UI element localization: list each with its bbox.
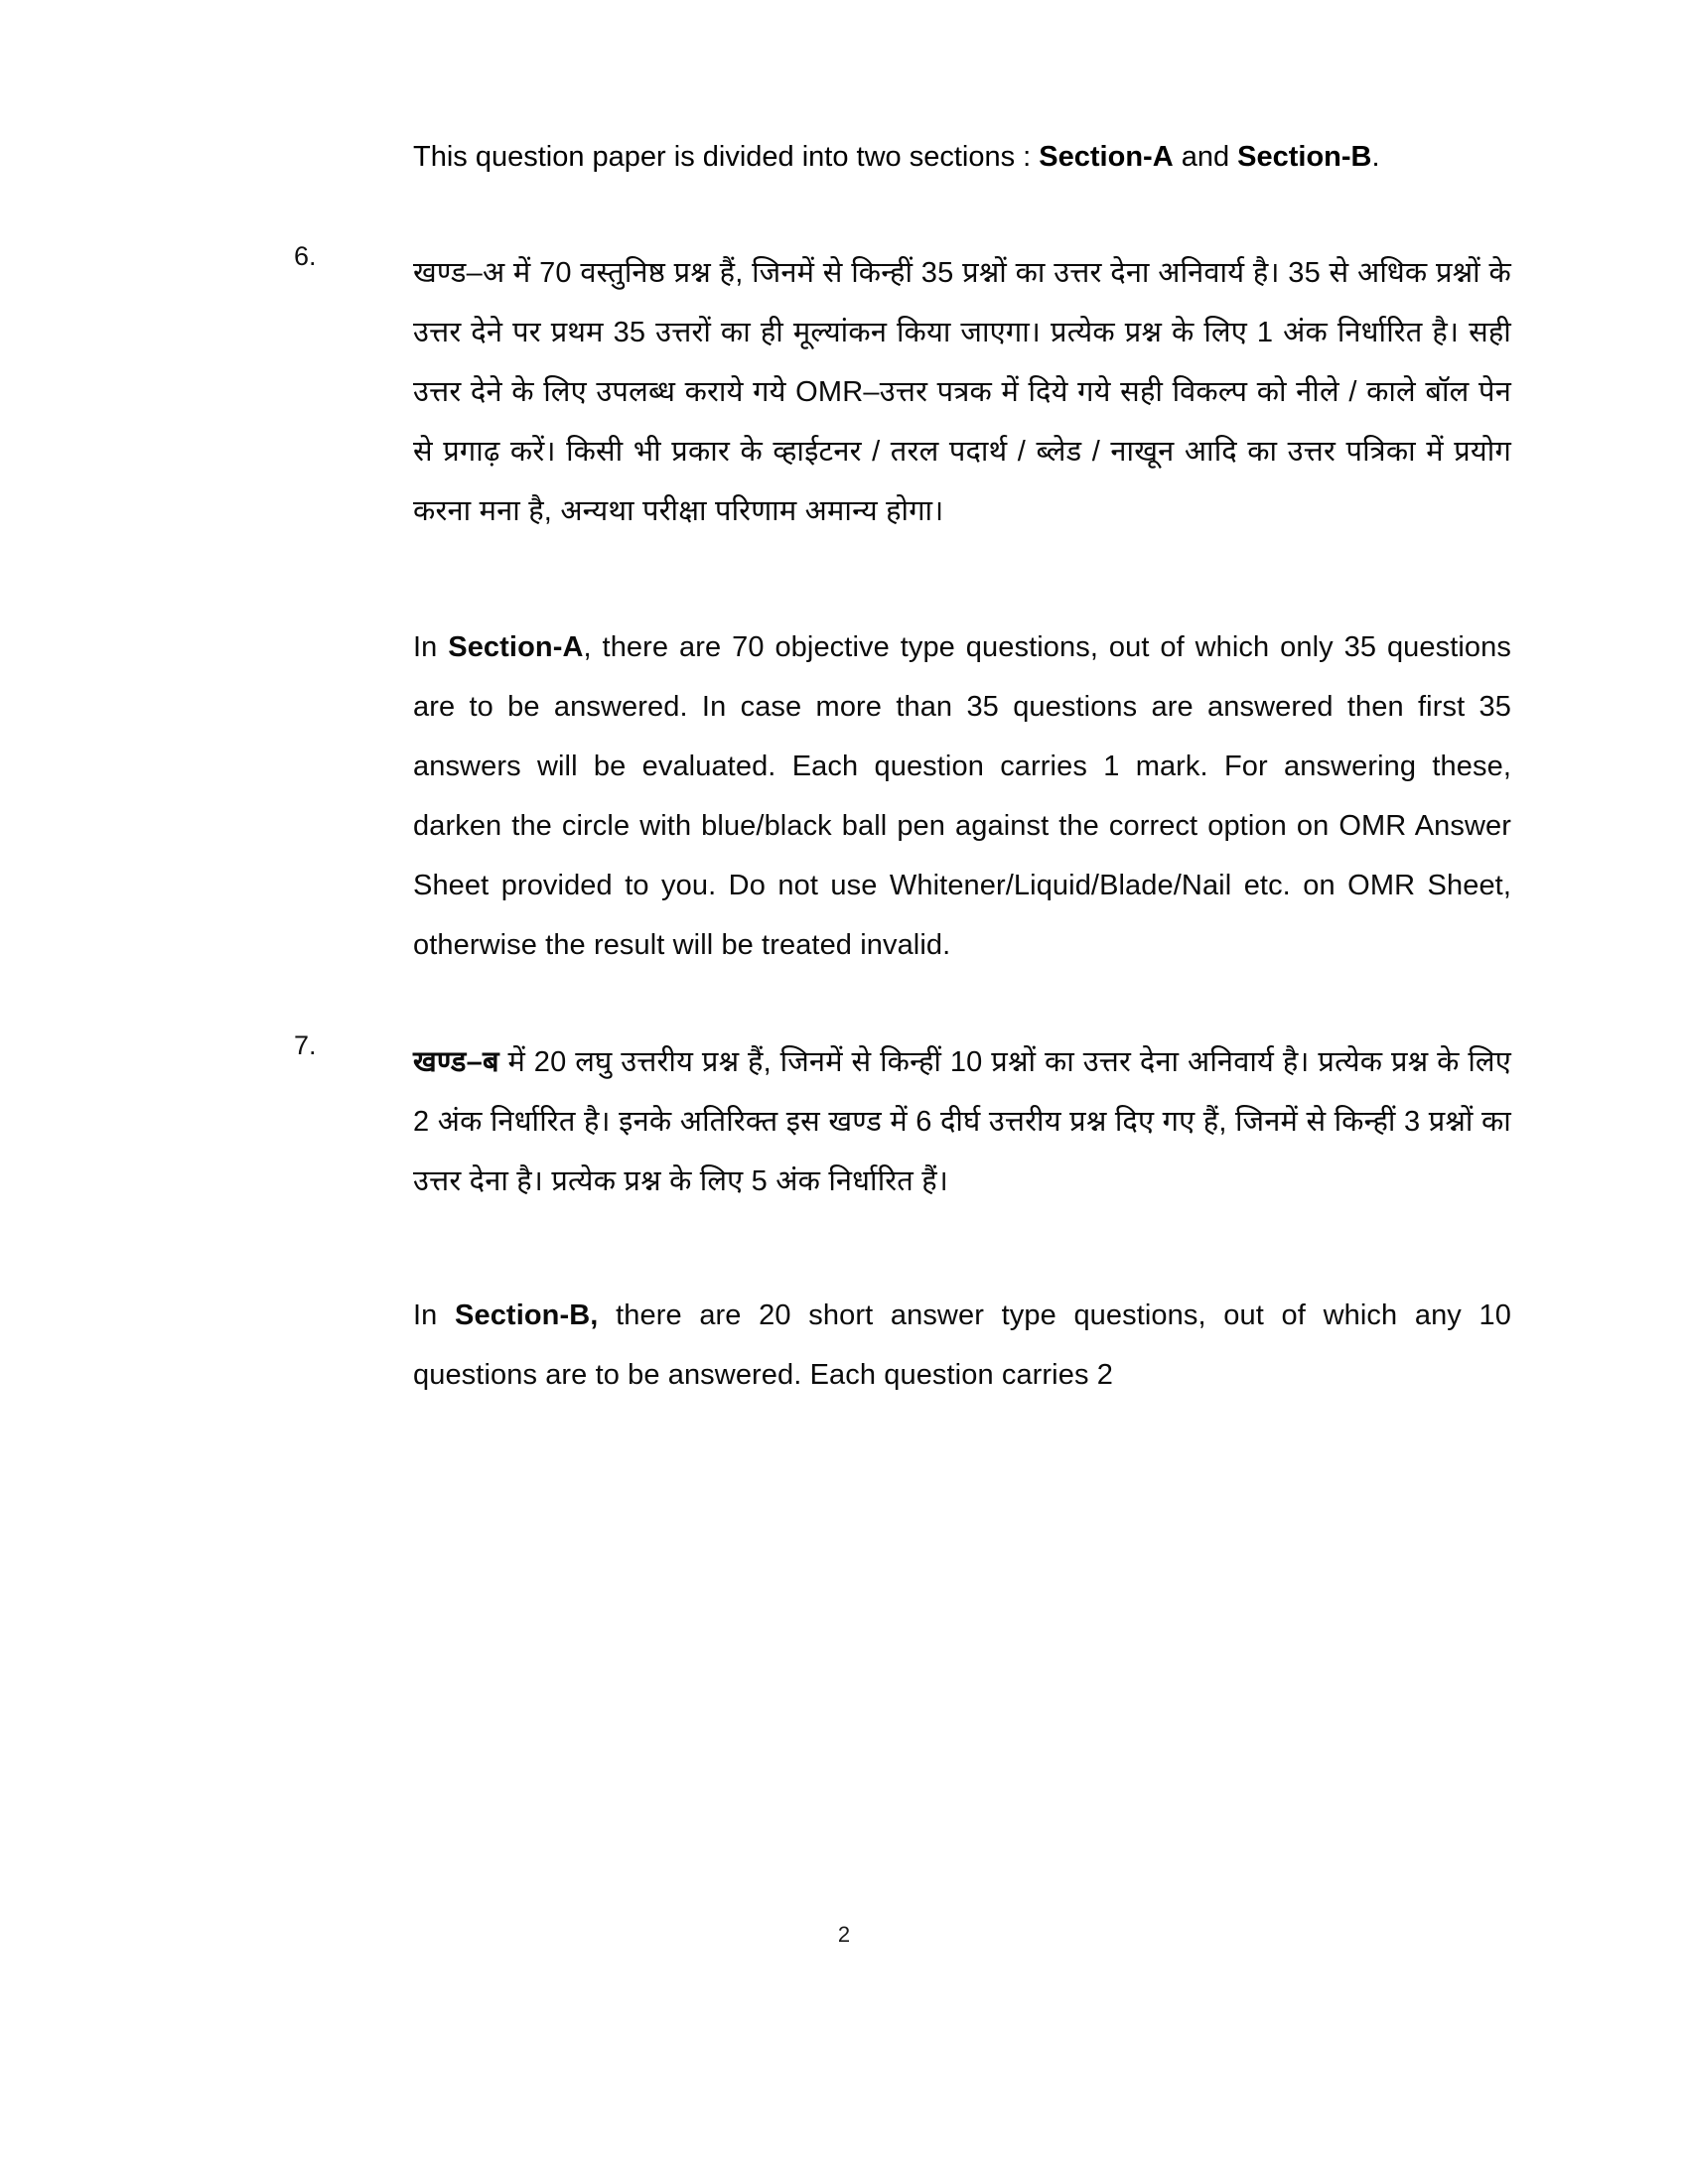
instruction-item-7 (0, 1032, 1688, 1211)
item-7-hindi-rest: में 20 लघु उत्तरीय प्रश्न हैं, जिनमें से किन्हीं 10 प्रश्नों का उत्तर देना अनिवार्य है। प्रत्येक प्रश्न के लिए 2 अंक निर्धारित है। इनके अतिरिक्त इस खण्ड में 6 दीर्घ उत्तरीय प्रश्न दिए गए हैं, जिनमें से किन्हीं 3 प्रश्नों का उत्तर देना है। प्रत्येक प्रश्न के लिए 5 अंक निर्धारित हैं। (413, 1046, 1511, 1197)
section-b-label: Section-B (1237, 141, 1372, 173)
item-7-khand-b-bold: खण्ड–ब (413, 1046, 499, 1078)
section-a-label: Section-A (1039, 141, 1174, 173)
item-7-english-text (413, 1286, 1511, 1405)
item-6-english-rest: , there are 70 objective type questions, out of which only 35 questions are to be answered. In case more than 35 questions are answered then first 35 answers will be evaluated. Each question carries 1 mark. For answering these, darken the circle with blue/black ball pen against the correct option on OMR Answer Sheet provided to you. Do not use Whitener/Liquid/Blade/Nail etc. on OMR Sheet, otherwise the result will be treated invalid. (413, 631, 1511, 961)
lead-paragraph (413, 127, 1511, 187)
item-7-english-prefix: In (413, 1299, 456, 1331)
page-number: 2 (837, 1922, 851, 1947)
item-7-number: 7. (294, 1030, 317, 1060)
item-6-english-prefix: In (413, 631, 449, 663)
item-7-english-para (0, 1286, 1688, 1405)
lead-suffix-text: . (1371, 141, 1380, 173)
item-6-english-para (0, 617, 1688, 975)
item-7-hindi-text (413, 1032, 1511, 1211)
instruction-item-6 (0, 243, 1688, 541)
item-6-number: 6. (294, 241, 317, 271)
item-6-english-row (0, 617, 1688, 975)
item-7-english-rest: there are 20 short answer type questions, out of which any 10 questions are to be answered. Each question carries 2 (413, 1299, 1512, 1391)
item-6-section-a-bold: Section-A (448, 631, 584, 663)
item-6-hindi-text: खण्ड–अ में 70 वस्तुनिष्ठ प्रश्न हैं, जिनमें से किन्हीं 35 प्रश्नों का उत्तर देना अनिवार्य है। 35 से अधिक प्रश्नों के उत्तर देने पर प्रथम 35 उत्तरों का ही मूल्यांकन किया जाएगा। प्रत्येक प्रश्न के लिए 1 अंक निर्धारित है। सही उत्तर देने के लिए उपलब्ध कराये गये OMR–उत्तर पत्रक में दिये गये सही विकल्प को नीले / काले बॉल पेन से प्रगाढ़ करें। किसी भी प्रकार के व्हाईटनर / तरल पदार्थ / ब्लेड / नाखून आदि का उत्तर पत्रिका में प्रयोग करना मना है, अन्यथा परीक्षा परिणाम अमान्य होगा। (413, 257, 1511, 527)
lead-prefix-text: This question paper is divided into two sections : (413, 141, 1040, 173)
item-7-section-b-bold: Section-B, (455, 1299, 599, 1331)
item-6-hindi-row (0, 243, 1688, 541)
item-7-hindi-row (0, 1032, 1688, 1211)
item-7-english-row (0, 1286, 1688, 1405)
lead-joiner-text: and (1173, 141, 1238, 173)
item-6-english-text (413, 617, 1511, 975)
lead-paragraph-block (0, 127, 1688, 187)
